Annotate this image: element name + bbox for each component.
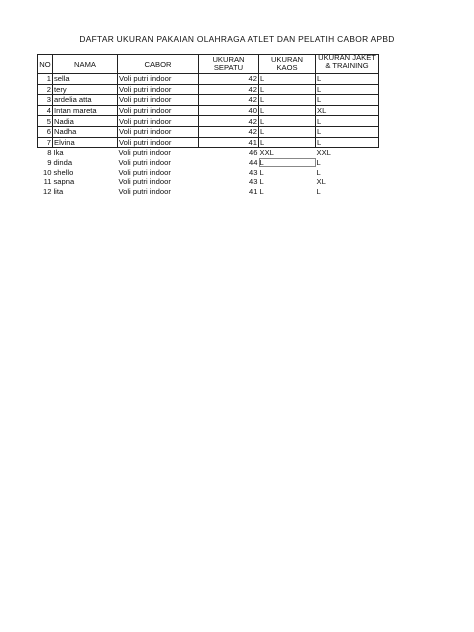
cell-ukuran-jaket[interactable]: L	[316, 84, 379, 95]
header-cabor: CABOR	[118, 55, 199, 74]
cell-ukuran-sepatu[interactable]: 42	[199, 84, 259, 95]
cell-ukuran-kaos[interactable]: XXL	[259, 148, 274, 158]
cell-ukuran-jaket[interactable]: XL	[316, 105, 379, 116]
cell-nama[interactable]: sapna	[53, 177, 75, 187]
cell-no[interactable]: 5	[38, 116, 53, 127]
table-row	[38, 137, 379, 148]
cell-nama[interactable]: shello	[53, 167, 74, 177]
table-row	[38, 74, 379, 85]
table-row	[38, 84, 379, 95]
cell-no[interactable]: 3	[38, 95, 53, 106]
cell-cabor[interactable]: Voli putri indoor	[118, 74, 199, 85]
cell-no[interactable]: 2	[38, 84, 53, 95]
table-header-row	[38, 55, 379, 74]
cell-ukuran-sepatu[interactable]: 42	[199, 95, 259, 106]
header-ukuran-kaos: UKURAN KAOS	[259, 55, 316, 74]
table-row	[38, 187, 379, 197]
cell-ukuran-sepatu[interactable]: 41	[249, 186, 258, 196]
cell-ukuran-kaos[interactable]: L	[259, 105, 316, 116]
header-nama: NAMA	[53, 55, 118, 74]
cell-ukuran-jaket[interactable]: L	[316, 167, 321, 177]
cell-ukuran-jaket[interactable]: L	[316, 116, 379, 127]
cell-ukuran-jaket[interactable]: L	[316, 137, 379, 148]
cell-nama[interactable]: lita	[53, 186, 64, 196]
cell-ukuran-jaket[interactable]: L	[316, 158, 321, 168]
table-row	[38, 95, 379, 106]
cell-cabor[interactable]: Voli putri indoor	[118, 167, 171, 177]
table-row	[38, 116, 379, 127]
cell-no[interactable]: 8	[47, 148, 52, 158]
cell-ukuran-kaos[interactable]: L	[259, 167, 264, 177]
cell-cabor[interactable]: Voli putri indoor	[118, 126, 199, 137]
cell-no[interactable]: 4	[38, 105, 53, 116]
cell-ukuran-kaos[interactable]: L	[259, 126, 316, 137]
table-row	[38, 126, 379, 137]
cell-ukuran-jaket[interactable]: XXL	[316, 148, 331, 158]
header-ukuran-jaket-training-label: UKURAN JAKET & TRAINING	[318, 54, 376, 70]
document-title: DAFTAR UKURAN PAKAIAN OLAHRAGA ATLET DAN PELATIH CABOR APBD	[79, 34, 395, 44]
cell-no[interactable]: 7	[38, 137, 53, 148]
header-ukuran-sepatu: UKURAN SEPATU	[199, 55, 259, 74]
cell-ukuran-sepatu[interactable]: 42	[199, 116, 259, 127]
cell-nama[interactable]: Intan mareta	[53, 105, 118, 116]
cell-ukuran-jaket[interactable]: L	[316, 95, 379, 106]
cell-ukuran-kaos[interactable]: L	[259, 177, 264, 187]
cell-ukuran-sepatu[interactable]: 42	[199, 126, 259, 137]
cell-cabor[interactable]: Voli putri indoor	[118, 105, 199, 116]
cell-no[interactable]: 11	[43, 177, 52, 187]
cell-ukuran-jaket[interactable]: L	[316, 186, 321, 196]
cell-ukuran-kaos[interactable]: L	[259, 95, 316, 106]
table-body	[38, 74, 379, 197]
cell-nama[interactable]: sella	[53, 74, 118, 85]
cell-ukuran-sepatu[interactable]: 41	[199, 137, 259, 148]
cell-no[interactable]: 10	[43, 167, 52, 177]
cell-ukuran-kaos[interactable]: L	[259, 84, 316, 95]
table-row	[38, 177, 379, 187]
cell-nama[interactable]: Ika	[53, 148, 64, 158]
header-no: NO	[38, 55, 53, 74]
cell-ukuran-kaos[interactable]: L	[259, 116, 316, 127]
cell-ukuran-sepatu[interactable]: 43	[249, 167, 258, 177]
cell-nama[interactable]: tery	[53, 84, 118, 95]
header-ukuran-jaket-training	[316, 55, 379, 74]
cell-ukuran-kaos[interactable]: L	[259, 137, 316, 148]
cell-ukuran-sepatu[interactable]: 44	[249, 158, 258, 168]
cell-no[interactable]: 9	[47, 158, 52, 168]
cell-no[interactable]: 6	[38, 126, 53, 137]
cell-cabor[interactable]: Voli putri indoor	[118, 177, 171, 187]
cell-ukuran-jaket[interactable]: XL	[316, 177, 326, 187]
cell-cabor[interactable]: Voli putri indoor	[118, 116, 199, 127]
cell-ukuran-sepatu[interactable]: 40	[199, 105, 259, 116]
cell-nama[interactable]: Elvina	[53, 137, 118, 148]
cell-ukuran-kaos[interactable]: L	[259, 158, 316, 168]
cell-no[interactable]: 12	[43, 186, 52, 196]
cell-no[interactable]: 1	[38, 74, 53, 85]
table-row	[38, 158, 379, 168]
cell-cabor[interactable]: Voli putri indoor	[118, 137, 199, 148]
table-row	[38, 148, 379, 158]
cell-ukuran-jaket[interactable]: L	[316, 74, 379, 85]
cell-cabor[interactable]: Voli putri indoor	[118, 95, 199, 106]
cell-ukuran-jaket[interactable]: L	[316, 126, 379, 137]
cell-cabor[interactable]: Voli putri indoor	[118, 148, 171, 158]
table-row	[38, 167, 379, 177]
cell-ukuran-sepatu[interactable]: 46	[249, 148, 258, 158]
cell-ukuran-kaos[interactable]: L	[259, 74, 316, 85]
cell-cabor[interactable]: Voli putri indoor	[118, 186, 171, 196]
cell-cabor[interactable]: Voli putri indoor	[118, 84, 199, 95]
cell-nama[interactable]: ardelia atta	[53, 95, 118, 106]
cell-nama[interactable]: Nadha	[53, 126, 118, 137]
size-table	[37, 54, 379, 196]
cell-ukuran-sepatu[interactable]: 43	[249, 177, 258, 187]
cell-cabor[interactable]: Voli putri indoor	[118, 158, 171, 168]
table-row	[38, 105, 379, 116]
cell-ukuran-sepatu[interactable]: 42	[199, 74, 259, 85]
cell-nama[interactable]: Nadia	[53, 116, 118, 127]
cell-ukuran-kaos[interactable]: L	[259, 186, 264, 196]
cell-nama[interactable]: dinda	[53, 158, 73, 168]
